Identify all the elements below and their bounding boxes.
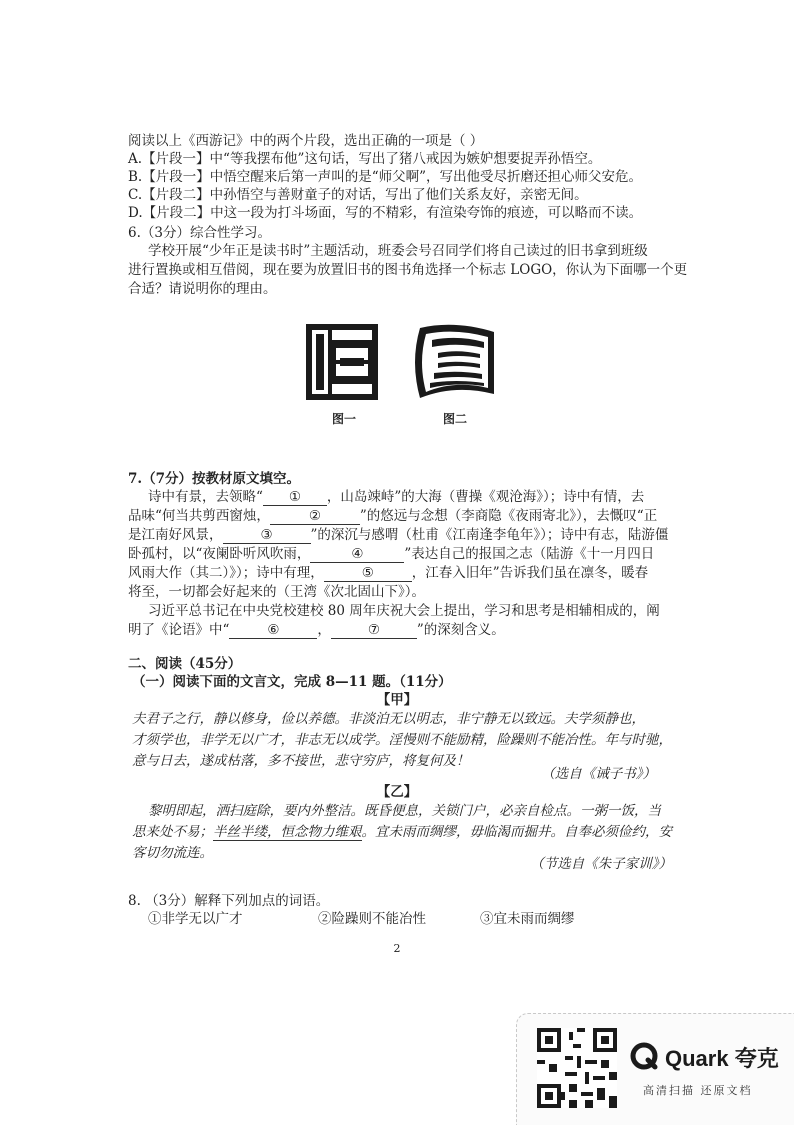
blank-7[interactable]: ⑦ — [331, 623, 417, 639]
q6-title: 6.（3分）综合性学习。 — [128, 225, 271, 241]
passage-jia-line: 才须学也，非学无以广才，非志无以成学。淫慢则不能励精，险躁则不能冶性。年与时驰， — [132, 732, 672, 748]
passage-jia-label: 【甲】 — [376, 692, 418, 708]
blank-1[interactable]: ① — [263, 490, 327, 506]
passage-yi-label: 【乙】 — [376, 784, 418, 800]
passage-jia-line: 夫君子之行，静以修身，俭以养德。非淡泊无以明志，非宁静无以致远。夫学须静也， — [132, 711, 645, 727]
q7-line-5: 风雨大作（其二）》）；诗中有理， ⑤ ，江春入旧年”告诉我们虽在凛冬，暖春 — [128, 565, 649, 581]
q5-option-b: B.【片段一】中悟空醒来后第一声叫的是“师父啊”，写出他受尽折磨还担心师父安危。 — [128, 169, 643, 185]
q7-line-7: 习近平总书记在中央党校建校 80 周年庆祝大会上提出，学习和思考是相辅相成的，阐 — [148, 603, 660, 619]
q7-line-2: 品味“何当共剪西窗烛， ② ”的悠远与念想（李商隐《夜雨寄北》），去慨叹“正 — [128, 508, 658, 524]
passage-yi-line-2: 思来处不易；半丝半缕，恒念物力维艰。宜未雨而绸缪，毋临渴而掘井。自奉必须俭约，安 — [132, 824, 672, 840]
q7-line-1: 诗中有景，去领略“ ① ，山岛竦峙”的大海（曹操《观沧海》）；诗中有情，去 — [148, 489, 645, 505]
blank-2[interactable]: ② — [270, 509, 360, 525]
q5-option-a: A.【片段一】中“等我摆布他”这句话，写出了猪八戒因为嫉妒想要捉弄孙悟空。 — [128, 151, 602, 167]
section-2-title: 二、阅读（45分） — [128, 656, 242, 672]
q5-stem: 阅读以上《西游记》中的两个片段，选出正确的一项是（ ） — [128, 133, 484, 149]
page-number: 2 — [393, 942, 401, 955]
blank-5[interactable]: ⑤ — [324, 566, 412, 582]
q5-option-d: D.【片段二】中这一段为打斗场面，写的不精彩，有渲染夸饰的痕迹，可以略而不读。 — [128, 205, 643, 221]
q7-line-4: 卧孤村，以“夜阑卧听风吹雨， ④ ”表达自己的报国之志（陆游《十一月四日 — [128, 546, 655, 562]
section-2-subtitle: （一）阅读下面的文言文，完成 8—11 题。（11分） — [132, 674, 452, 690]
qr-code-icon — [537, 1028, 617, 1108]
blank-4[interactable]: ④ — [310, 547, 404, 563]
passage-yi-source: （节选自《朱子家训》） — [530, 856, 672, 872]
passage-jia-source: （选自《诫子书》） — [541, 766, 656, 782]
passage-yi-line-1: 黎明即起，洒扫庭除，要内外整洁。既昏便息，关锁门户，必亲自检点。一粥一饭，当 — [148, 803, 661, 819]
q5-option-c: C.【片段二】中孙悟空与善财童子的对话，写出了他们关系友好，亲密无间。 — [128, 187, 588, 203]
q8-item-3: ③宜未雨而绸缪 — [480, 911, 575, 927]
passage-jia-line: 意与日去，遂成枯落，多不接世，悲守穷庐，将复何及！ — [132, 753, 470, 769]
figure-1-caption: 图一 — [332, 412, 357, 426]
quark-logo-icon — [630, 1042, 658, 1070]
q8-title: 8. （3分）解释下列加点的词语。 — [128, 893, 330, 909]
quark-brand: Quark 夸克 — [665, 1046, 779, 1071]
passage-yi-line-3: 客切勿流连。 — [132, 845, 213, 861]
blank-6[interactable]: ⑥ — [229, 623, 317, 639]
logo-figure-1 — [304, 322, 380, 402]
q6-body-line: 合适？请说明你的理由。 — [128, 281, 277, 297]
underlined-phrase: 半丝半缕，恒念物力维艰 — [213, 824, 362, 840]
q8-item-2: ②险躁则不能冶性 — [318, 911, 426, 927]
blank-3[interactable]: ③ — [223, 528, 311, 544]
q6-body-line: 学校开展“少年正是读书时”主题活动，班委会号召同学们将自己读过的旧书拿到班级 — [148, 243, 648, 259]
quark-watermark — [516, 1013, 794, 1125]
quark-slogan: 高清扫描 还原文档 — [643, 1084, 753, 1097]
q6-body-line: 进行置换或相互借阅，现在要为放置旧书的图书角选择一个标志 LOGO，你认为下面哪一个更 — [128, 262, 688, 278]
q7-line-8: 明了《论语》中“ ⑥ ， ⑦ ”的深刻含义。 — [128, 622, 505, 638]
q7-title: 7.（7分）按教材原文填空。 — [128, 471, 300, 487]
q7-line-3: 是江南好风景， ③ ”的深沉与感喟（杜甫《江南逢李龟年》）；诗中有志，陆游僵 — [128, 527, 669, 543]
figure-2-caption: 图二 — [443, 412, 468, 426]
logo-figure-2 — [410, 322, 500, 402]
q8-item-1: ①非学无以广才 — [148, 911, 243, 927]
q7-line-6: 将至，一切都会好起来的（王湾《次北固山下》）。 — [128, 584, 425, 600]
